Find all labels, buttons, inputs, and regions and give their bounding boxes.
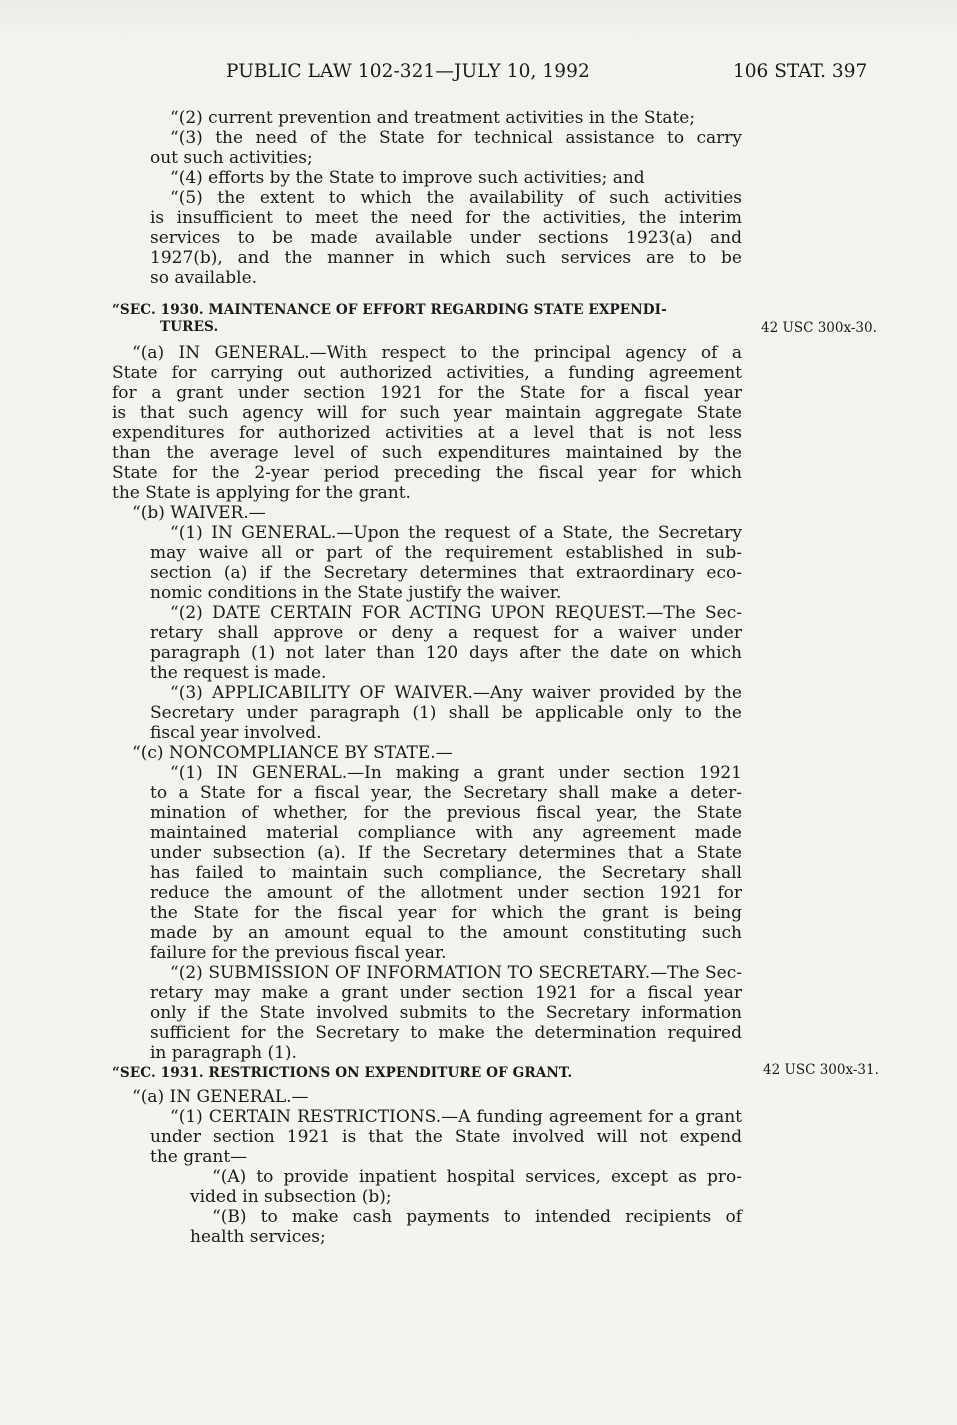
- text-line: the State is applying for the grant.: [112, 483, 411, 503]
- text-line: “(3) the need of the State for technical assistance to carry: [170, 128, 742, 148]
- text-line: the grant—: [150, 1147, 248, 1167]
- text-line: “(3) APPLICABILITY OF WAIVER.—Any waiver provided by the: [170, 683, 742, 703]
- text-line: “(2) DATE CERTAIN FOR ACTING UPON REQUEST.—The Sec-: [170, 603, 742, 623]
- text-line: to a State for a fiscal year, the Secretary shall make a deter-: [150, 783, 742, 803]
- text-line: reduce the amount of the allotment under section 1921 for: [150, 883, 742, 903]
- text-line: section (a) if the Secretary determines that extraordinary eco-: [150, 563, 742, 583]
- text-line: nomic conditions in the State justify the waiver.: [150, 583, 562, 603]
- margin-note-citation: 42 USC 300x-31.: [763, 1062, 879, 1078]
- text-line: is that such agency will for such year maintain aggregate State: [112, 403, 742, 423]
- text-line: sufficient for the Secretary to make the determination required: [150, 1023, 742, 1043]
- text-line: so available.: [150, 268, 258, 288]
- text-line: made by an amount equal to the amount constituting such: [150, 923, 742, 943]
- text-line: “(1) IN GENERAL.—Upon the request of a State, the Secretary: [170, 523, 742, 543]
- text-line: under section 1921 is that the State involved will not expend: [150, 1127, 742, 1147]
- text-line: 1927(b), and the manner in which such services are to be: [150, 248, 742, 268]
- text-line: Secretary under paragraph (1) shall be applicable only to the: [150, 703, 742, 723]
- text-line: retary shall approve or deny a request for a waiver under: [150, 623, 742, 643]
- text-line: the State for the fiscal year for which the grant is being: [150, 903, 742, 923]
- text-line: mination of whether, for the previous fiscal year, the State: [150, 803, 742, 823]
- subsection-heading: “(c) NONCOMPLIANCE BY STATE.—: [132, 743, 453, 763]
- text-line: vided in subsection (b);: [190, 1187, 392, 1207]
- margin-note-citation: 42 USC 300x-30.: [761, 320, 877, 336]
- text-line: “(4) efforts by the State to improve such activities; and: [170, 168, 645, 188]
- text-line: maintained material compliance with any agreement made: [150, 823, 742, 843]
- text-line: State for the 2-year period preceding the fiscal year for which: [112, 463, 742, 483]
- text-line: failure for the previous fiscal year.: [150, 943, 447, 963]
- text-line: out such activities;: [150, 148, 313, 168]
- text-line: in paragraph (1).: [150, 1043, 297, 1063]
- text-line: health services;: [190, 1227, 326, 1247]
- text-line: fiscal year involved.: [150, 723, 322, 743]
- text-line: for a grant under section 1921 for the State for a fiscal year: [112, 383, 742, 403]
- text-line: the request is made.: [150, 663, 327, 683]
- text-line: expenditures for authorized activities at a level that is not less: [112, 423, 742, 443]
- text-line: than the average level of such expenditures maintained by the: [112, 443, 742, 463]
- text-line: under subsection (a). If the Secretary determines that a State: [150, 843, 742, 863]
- subsection-heading: “(a) IN GENERAL.—: [132, 1087, 309, 1107]
- text-line: services to be made available under sections 1923(a) and: [150, 228, 742, 248]
- page-number: 106 STAT. 397: [733, 61, 868, 82]
- section-heading: “SEC. 1930. MAINTENANCE OF EFFORT REGARDING STATE EXPENDI-: [112, 302, 667, 318]
- page-header-title: PUBLIC LAW 102-321—JULY 10, 1992: [226, 61, 590, 82]
- text-line: “(1) CERTAIN RESTRICTIONS.—A funding agreement for a grant: [170, 1107, 742, 1127]
- text-line: State for carrying out authorized activities, a funding agreement: [112, 363, 742, 383]
- text-line: “(1) IN GENERAL.—In making a grant under section 1921: [170, 763, 742, 783]
- text-line: “(B) to make cash payments to intended recipients of: [212, 1207, 742, 1227]
- section-heading: TURES.: [160, 319, 219, 335]
- text-line: has failed to maintain such compliance, the Secretary shall: [150, 863, 742, 883]
- text-line: is insufficient to meet the need for the activities, the interim: [150, 208, 742, 228]
- text-line: retary may make a grant under section 1921 for a fiscal year: [150, 983, 742, 1003]
- text-line: “(2) SUBMISSION OF INFORMATION TO SECRETARY.—The Sec-: [170, 963, 742, 983]
- subsection-heading: “(b) WAIVER.—: [132, 503, 266, 523]
- text-line: “(a) IN GENERAL.—With respect to the principal agency of a: [132, 343, 742, 363]
- text-line: “(5) the extent to which the availability of such activities: [170, 188, 742, 208]
- text-line: may waive all or part of the requirement established in sub-: [150, 543, 742, 563]
- text-line: “(A) to provide inpatient hospital services, except as pro-: [212, 1167, 742, 1187]
- text-line: “(2) current prevention and treatment activities in the State;: [170, 108, 696, 128]
- section-heading: “SEC. 1931. RESTRICTIONS ON EXPENDITURE OF GRANT.: [112, 1065, 573, 1081]
- text-line: paragraph (1) not later than 120 days after the date on which: [150, 643, 742, 663]
- text-line: only if the State involved submits to the Secretary information: [150, 1003, 742, 1023]
